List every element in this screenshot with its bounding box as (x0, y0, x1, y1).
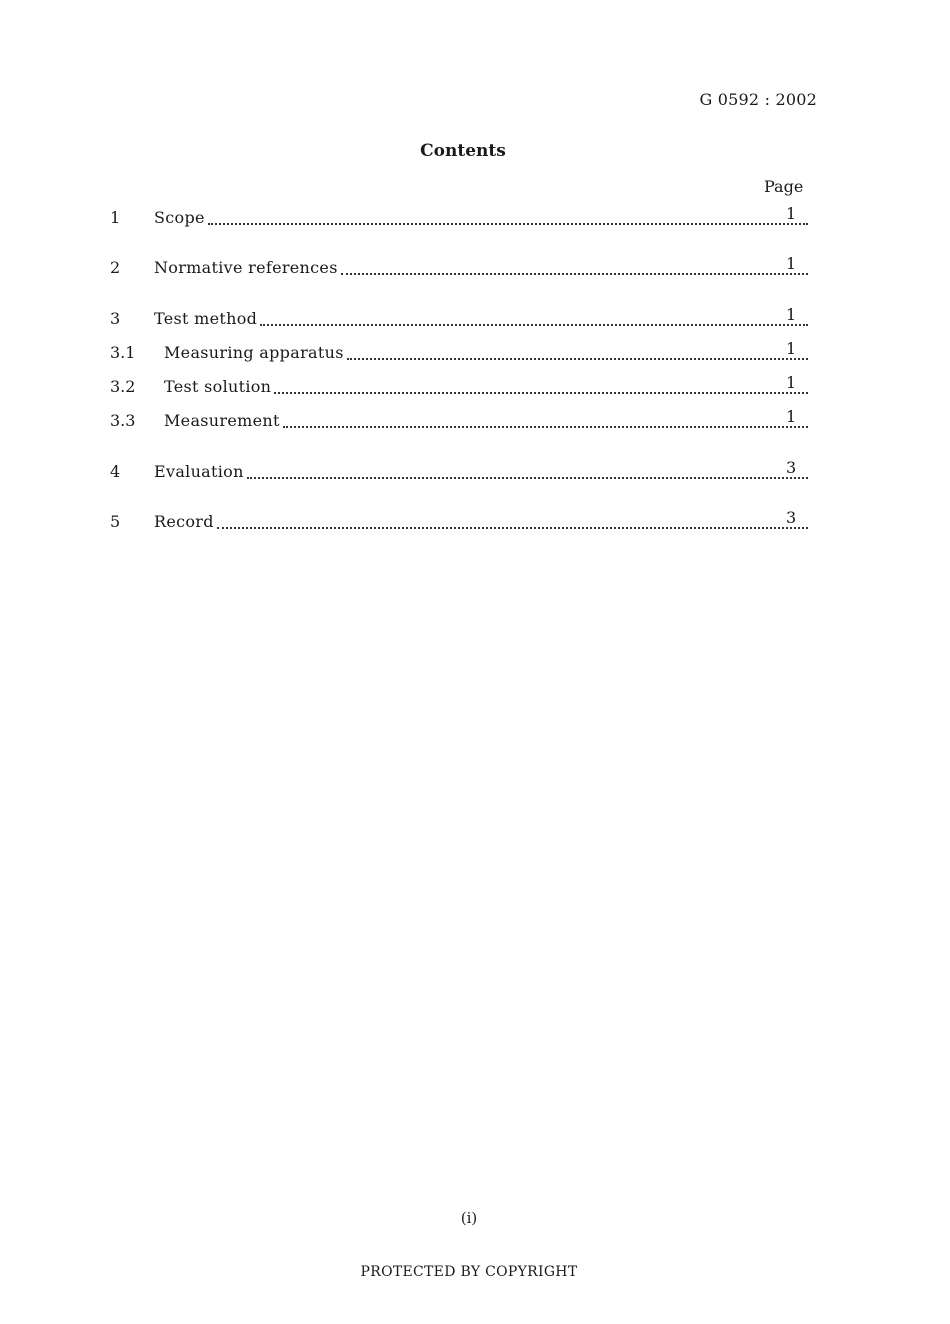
toc-entry-page: 1 (786, 204, 797, 223)
toc-entry-3-1 (110, 339, 810, 365)
toc-entry-title: Measuring apparatus (164, 343, 344, 362)
dot-leader (217, 527, 808, 529)
toc-entry-title: Measurement (164, 411, 280, 430)
toc-entry-number: 5 (110, 512, 121, 531)
dot-leader (341, 273, 808, 275)
copyright-notice: PROTECTED BY COPYRIGHT (360, 1264, 578, 1280)
toc-entry-5 (110, 508, 810, 534)
dot-leader (208, 223, 808, 225)
toc-entry-number: 2 (110, 258, 121, 277)
page-folio: (i) (460, 1209, 478, 1227)
toc-entry-title: Record (154, 512, 214, 531)
document-number: G 0592 : 2002 (699, 90, 817, 109)
toc-entry-title: Evaluation (154, 462, 244, 481)
toc-entry-number: 4 (110, 462, 121, 481)
toc-entry-1 (110, 204, 810, 230)
toc-entry-page: 1 (786, 339, 797, 358)
dot-leader (347, 358, 808, 360)
toc-entry-3 (110, 305, 810, 331)
dot-leader (283, 426, 808, 428)
toc-entry-page: 1 (786, 373, 797, 392)
toc-entry-4 (110, 458, 810, 484)
page-column-header: Page (764, 177, 804, 196)
toc-entry-number: 3.2 (110, 377, 136, 396)
dot-leader (247, 477, 808, 479)
toc-entry-page: 1 (786, 254, 797, 273)
page-title: Contents (420, 141, 506, 161)
toc-entry-title: Test solution (164, 377, 272, 396)
toc-entry-number: 3.3 (110, 411, 136, 430)
toc-entry-number: 1 (110, 208, 121, 227)
toc-entry-title: Scope (154, 208, 205, 227)
toc-entry-number: 3.1 (110, 343, 136, 362)
toc-entry-2 (110, 254, 810, 280)
dot-leader (274, 392, 808, 394)
toc-entry-title: Test method (154, 309, 258, 328)
toc-entry-page: 1 (786, 305, 797, 324)
toc-entry-page: 1 (786, 407, 797, 426)
toc-entry-page: 3 (786, 458, 797, 477)
toc-entry-page: 3 (786, 508, 797, 527)
dot-leader (260, 324, 808, 326)
toc-entry-title: Normative references (154, 258, 338, 277)
toc-entry-number: 3 (110, 309, 121, 328)
toc-entry-3-2 (110, 373, 810, 399)
toc-entry-3-3 (110, 407, 810, 433)
